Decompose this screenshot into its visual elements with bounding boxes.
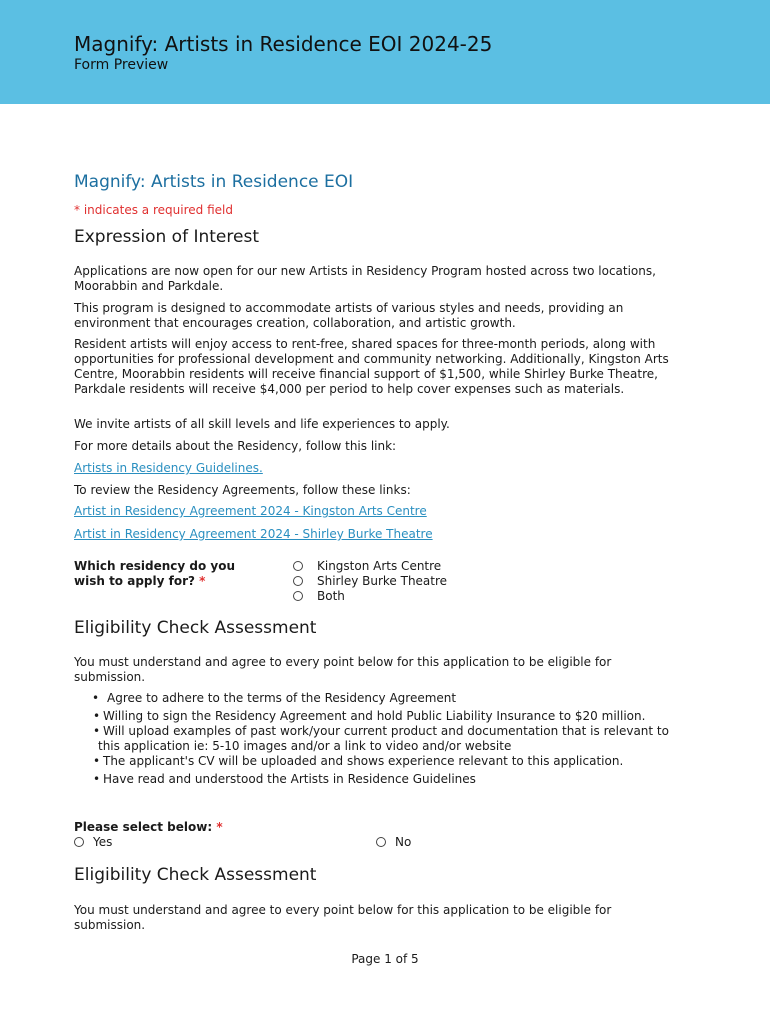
page-title: Magnify: Artists in Residence EOI 2024-25 [74,32,493,56]
bullet-icon: • [93,724,101,738]
radio-yes[interactable] [74,835,112,849]
list-item: • Have read and understood the Artists in Residence Guidelines [93,772,476,786]
eoi-paragraph-4: We invite artists of all skill levels and life experiences to apply. [74,417,450,431]
section-heading-eligibility-2: Eligibility Check Assessment [74,865,317,885]
required-asterisk: * [199,574,206,588]
list-item: • Willing to sign the Residency Agreement and hold Public Liability Insurance to $20 million. [93,709,646,723]
bullet-icon: • [93,754,101,768]
page-number: Page 1 of 5 [351,952,419,966]
eoi-paragraph-5: For more details about the Residency, follow this link: [74,439,397,453]
radio-button-icon[interactable] [376,837,386,847]
bullet-icon: • [93,709,101,723]
eligibility-select-text: Please select below: [74,820,213,834]
residency-question-text: Which residency do you wish to apply for? [74,559,236,588]
required-asterisk: * [216,820,223,834]
radio-button-icon[interactable] [74,837,84,847]
radio-label: Kingston Arts Centre [317,559,442,573]
list-item: • The applicant's CV will be uploaded and shows experience relevant to this application. [93,754,624,768]
eligibility-intro-1: You must understand and agree to every point below for this application to be eligible for submission. [74,655,612,684]
section-heading-eoi: Expression of Interest [74,227,259,247]
radio-label: No [395,835,412,849]
required-field-note: * indicates a required field [74,203,233,217]
bullet-icon: • [93,772,101,786]
radio-label: Both [317,589,345,603]
residency-question-label [74,559,259,589]
radio-both[interactable] [293,589,345,603]
agreement-link-kingston[interactable]: Artist in Residency Agreement 2024 - Kingston Arts Centre [74,504,427,518]
radio-button-icon[interactable] [293,576,303,586]
agreements-intro: To review the Residency Agreements, follow these links: [74,483,411,497]
bullet-icon: • [92,691,100,705]
eoi-paragraph-3: Resident artists will enjoy access to rent-free, shared spaces for three-month periods, along with opportunities for professional development and community networking. Additionally, Kingston Arts Centre, Moorabbin residents will receive financial support of $1,500, while Shirley Burke Theatre, Parkdale residents will receive $4,000 per period to help cover expenses such as materials. [74,337,669,396]
eligibility-intro-2: You must understand and agree to every point below for this application to be eligible for submission. [74,903,612,932]
radio-no[interactable] [376,835,411,849]
eligibility-bullet-list [74,691,674,787]
radio-kingston-arts-centre[interactable] [293,559,441,573]
radio-label: Yes [93,835,113,849]
section-heading-eligibility-1: Eligibility Check Assessment [74,618,317,638]
eoi-paragraph-2: This program is designed to accommodate artists of various styles and needs, providing an environment that encourages creation, collaboration, and artistic growth. [74,301,624,330]
radio-shirley-burke-theatre[interactable] [293,574,447,588]
radio-button-icon[interactable] [293,561,303,571]
page-subtitle: Form Preview [74,57,169,73]
guidelines-link[interactable]: Artists in Residency Guidelines. [74,461,263,475]
eligibility-select-label [74,820,374,835]
form-title: Magnify: Artists in Residence EOI [74,172,354,192]
agreement-link-shirley-burke[interactable]: Artist in Residency Agreement 2024 - Shirley Burke Theatre [74,527,433,541]
radio-label: Shirley Burke Theatre [317,574,448,588]
radio-button-icon[interactable] [293,591,303,601]
list-item: • Agree to adhere to the terms of the Residency Agreement [92,691,457,705]
page-header [0,0,770,104]
list-item: • Will upload examples of past work/your current product and documentation that is relevant to this application ie: 5-10 images and/or a link to video and/or website [93,724,669,753]
eoi-paragraph-1: Applications are now open for our new Artists in Residency Program hosted across two locations, Moorabbin and Parkdale. [74,264,656,293]
